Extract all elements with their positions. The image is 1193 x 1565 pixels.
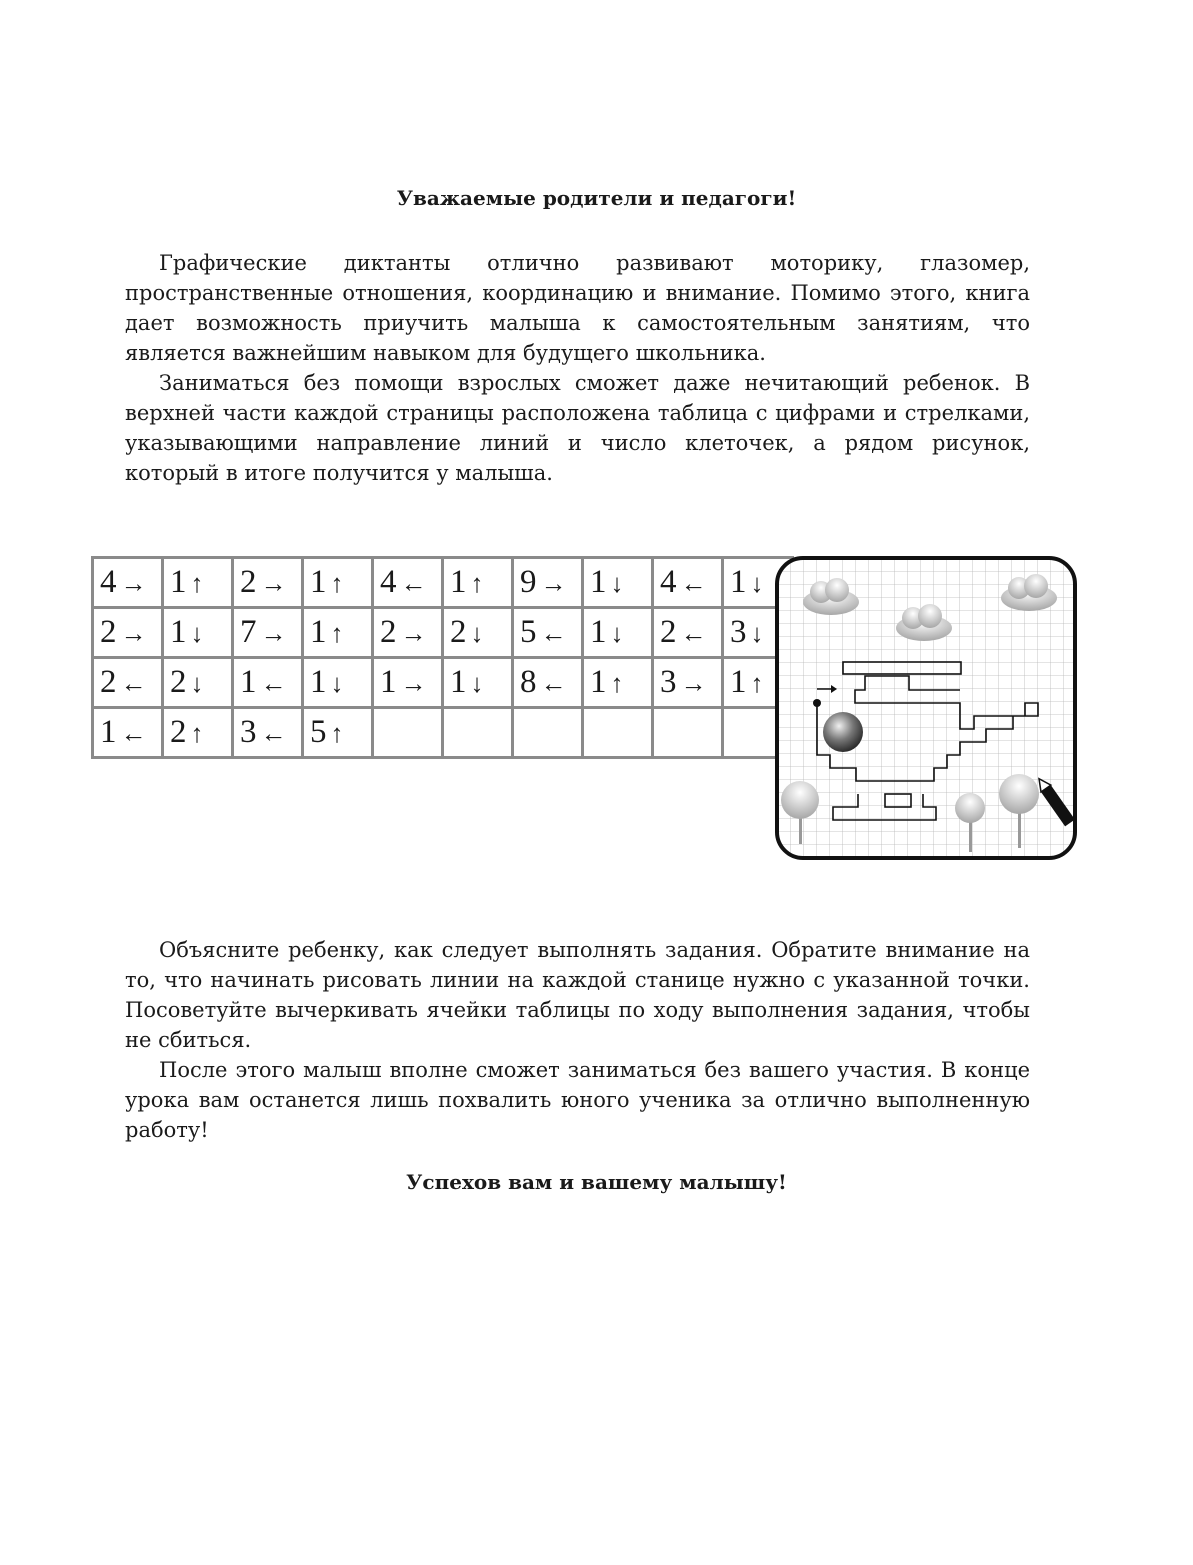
dictation-cell (443, 558, 513, 608)
direction-arrow-icon: → (120, 569, 147, 598)
direction-arrow-icon: → (400, 669, 427, 698)
step-count: 5 (520, 614, 537, 650)
dictation-cell (233, 658, 303, 708)
step-count: 1 (240, 664, 257, 700)
direction-arrow-icon: ↑ (190, 569, 204, 598)
dictation-cell (233, 708, 303, 758)
direction-arrow-icon: ↓ (470, 619, 484, 648)
dictation-cell (443, 708, 513, 758)
dictation-cell (93, 708, 163, 758)
dictation-table (91, 556, 794, 759)
step-count: 4 (100, 564, 117, 600)
step-count: 1 (730, 564, 747, 600)
step-count: 2 (100, 664, 117, 700)
step-count: 1 (310, 664, 327, 700)
dictation-cell (513, 658, 583, 708)
dictation-cell (163, 558, 233, 608)
direction-arrow-icon: ← (120, 669, 147, 698)
step-count: 2 (660, 614, 677, 650)
direction-arrow-icon: ↑ (470, 569, 484, 598)
dictation-cell (373, 558, 443, 608)
step-count: 1 (170, 614, 187, 650)
direction-arrow-icon: ← (680, 569, 707, 598)
direction-arrow-icon: ← (400, 569, 427, 598)
step-count: 3 (660, 664, 677, 700)
dictation-cell (303, 608, 373, 658)
direction-arrow-icon: ↑ (610, 669, 624, 698)
closing-heading: Успехов вам и вашему малышу! (406, 1170, 787, 1194)
dictation-cell (303, 558, 373, 608)
dictation-cell (583, 708, 653, 758)
dictation-cell (93, 608, 163, 658)
dictation-cell (373, 708, 443, 758)
dictation-cell (513, 708, 583, 758)
step-count: 5 (310, 714, 327, 750)
intro-text (125, 248, 1030, 488)
direction-arrow-icon: ← (540, 669, 567, 698)
dictation-cell (233, 608, 303, 658)
dictation-row (93, 658, 793, 708)
step-count: 3 (730, 614, 747, 650)
step-count: 1 (590, 664, 607, 700)
step-count: 7 (240, 614, 257, 650)
page-heading: Уважаемые родители и педагоги! (396, 186, 797, 210)
step-count: 1 (170, 564, 187, 600)
dictation-cell (93, 658, 163, 708)
dictation-cell (653, 558, 723, 608)
step-count: 1 (590, 614, 607, 650)
step-count: 1 (380, 664, 397, 700)
step-count: 1 (310, 564, 327, 600)
step-count: 2 (380, 614, 397, 650)
direction-arrow-icon: ← (120, 719, 147, 748)
direction-arrow-icon: → (680, 669, 707, 698)
step-count: 1 (310, 614, 327, 650)
dictation-cell (653, 658, 723, 708)
dictation-cell (373, 608, 443, 658)
direction-arrow-icon: ↓ (610, 569, 624, 598)
step-count: 3 (240, 714, 257, 750)
dictation-cell (163, 608, 233, 658)
intro-paragraph-1: Графические диктанты отлично развивают моторику, глазомер, пространственные отношения, координацию и внимание. Помимо этого, книга дает возможность приучить малыша к самостоятельным занятиям, что является важнейшим навыком для будущего школьника. (125, 251, 1030, 365)
step-count: 1 (450, 664, 467, 700)
dictation-cell (653, 708, 723, 758)
step-count: 1 (100, 714, 117, 750)
direction-arrow-icon: ← (260, 669, 287, 698)
dictation-cell (163, 708, 233, 758)
step-count: 2 (170, 714, 187, 750)
direction-arrow-icon: ↑ (330, 569, 344, 598)
dictation-cell (443, 608, 513, 658)
step-count: 4 (380, 564, 397, 600)
direction-arrow-icon: ↓ (190, 669, 204, 698)
direction-arrow-icon: ↑ (750, 669, 764, 698)
direction-arrow-icon: → (400, 619, 427, 648)
step-count: 2 (170, 664, 187, 700)
dictation-cell (513, 558, 583, 608)
dictation-cell (303, 658, 373, 708)
intro-paragraph-2: Заниматься без помощи взрослых сможет даже нечитающий ребенок. В верхней части каждой страницы расположена таблица с цифрами и стрелками, указывающими направление линий и число клеточек, а рядом рисунок, который в итоге получится у малыша. (125, 371, 1030, 485)
direction-arrow-icon: → (540, 569, 567, 598)
dictation-cell (163, 658, 233, 708)
step-count: 1 (730, 664, 747, 700)
direction-arrow-icon: ← (540, 619, 567, 648)
dictation-cell (513, 608, 583, 658)
dictation-row (93, 558, 793, 608)
direction-arrow-icon: ↓ (190, 619, 204, 648)
step-count: 1 (450, 564, 467, 600)
step-count: 8 (520, 664, 537, 700)
step-count: 2 (100, 614, 117, 650)
step-count: 2 (450, 614, 467, 650)
direction-arrow-icon: ← (260, 719, 287, 748)
dictation-cell (303, 708, 373, 758)
dictation-cell (583, 658, 653, 708)
direction-arrow-icon: ← (680, 619, 707, 648)
instructions-text (125, 935, 1030, 1145)
instructions-paragraph-2: После этого малыш вполне сможет заниматься без вашего участия. В конце урока вам останется лишь похвалить юного ученика за отлично выполненную работу! (125, 1058, 1030, 1142)
direction-arrow-icon: → (260, 569, 287, 598)
direction-arrow-icon: ↑ (330, 619, 344, 648)
direction-arrow-icon: ↓ (610, 619, 624, 648)
direction-arrow-icon: → (260, 619, 287, 648)
step-count: 9 (520, 564, 537, 600)
direction-arrow-icon: ↓ (330, 669, 344, 698)
direction-arrow-icon: → (120, 619, 147, 648)
dictation-cell (583, 558, 653, 608)
direction-arrow-icon: ↑ (190, 719, 204, 748)
dictation-cell (373, 658, 443, 708)
instructions-paragraph-1: Объясните ребенку, как следует выполнять задания. Обратите внимание на то, что начинать рисовать линии на каждой станице нужно с указанной точки. Посоветуйте вычеркивать ячейки таблицы по ходу выполнения задания, чтобы не сбиться. (125, 938, 1030, 1052)
ball-icon (823, 712, 863, 752)
direction-arrow-icon: ↓ (750, 569, 764, 598)
dictation-row (93, 708, 793, 758)
step-count: 4 (660, 564, 677, 600)
dictation-cell (653, 608, 723, 658)
step-count: 1 (590, 564, 607, 600)
dictation-row (93, 608, 793, 658)
step-count: 2 (240, 564, 257, 600)
dictation-cell (583, 608, 653, 658)
direction-arrow-icon: ↓ (750, 619, 764, 648)
helicopter-picture (773, 554, 1079, 862)
direction-arrow-icon: ↓ (470, 669, 484, 698)
dictation-cell (233, 558, 303, 608)
dictation-cell (443, 658, 513, 708)
direction-arrow-icon: ↑ (330, 719, 344, 748)
dictation-cell (93, 558, 163, 608)
